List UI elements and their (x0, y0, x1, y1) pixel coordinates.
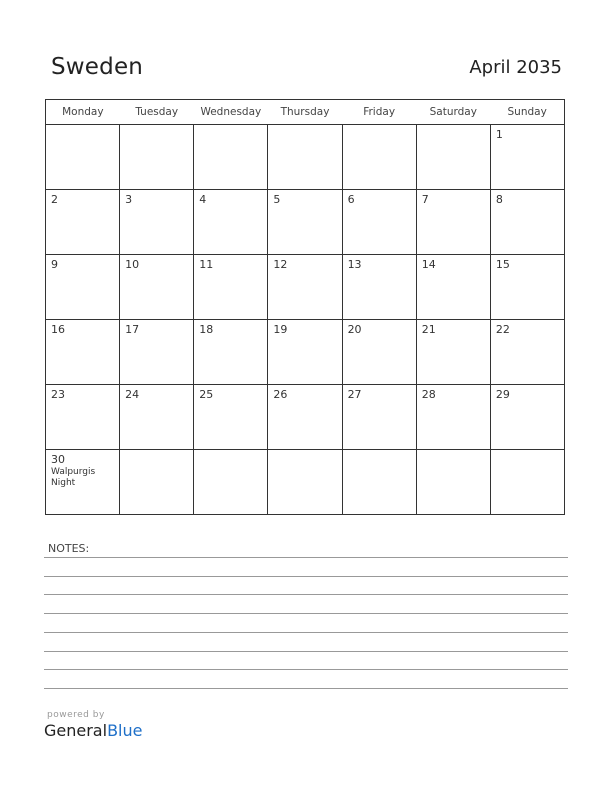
note-line (44, 613, 568, 614)
note-line (44, 594, 568, 595)
day-number: 29 (495, 388, 510, 401)
weekday-header-wednesday: Wednesday (194, 100, 268, 125)
day-number: 1 (495, 128, 503, 141)
calendar-day-cell (120, 255, 194, 320)
day-number: 15 (495, 258, 510, 271)
note-line (44, 632, 568, 633)
brand-logo[interactable] (44, 721, 142, 740)
day-number: 28 (421, 388, 436, 401)
powered-by-text: powered by (47, 710, 105, 720)
brand-general-text: General (44, 721, 108, 740)
calendar-day-cell (46, 125, 120, 190)
day-number: 2 (51, 193, 58, 206)
calendar-day-cell (490, 320, 564, 385)
day-number (46, 125, 119, 128)
calendar-day-cell (490, 385, 564, 450)
calendar-week-row (46, 255, 565, 320)
day-number: 14 (421, 258, 436, 271)
day-number: 8 (495, 193, 503, 206)
day-number (343, 125, 416, 128)
day-number: 5 (273, 193, 281, 206)
calendar-day-cell (194, 125, 268, 190)
day-number: 11 (199, 258, 214, 271)
calendar-week-row (46, 450, 565, 515)
day-number: 7 (421, 193, 429, 206)
day-number (417, 125, 490, 128)
weekday-header-friday: Friday (342, 100, 416, 125)
day-number (491, 450, 564, 453)
weekday-header-monday: Monday (46, 100, 120, 125)
note-line (44, 651, 568, 652)
calendar-week-row (46, 125, 565, 190)
day-number: 26 (273, 388, 288, 401)
notes-label: NOTES: (48, 542, 90, 555)
day-number: 19 (273, 323, 288, 336)
day-number: 4 (199, 193, 207, 206)
day-number: 3 (125, 193, 133, 206)
calendar-day-cell (46, 190, 120, 255)
calendar-week-row (46, 190, 565, 255)
calendar-day-cell (342, 320, 416, 385)
calendar-day-cell (194, 255, 268, 320)
weekday-header-sunday: Sunday (490, 100, 564, 125)
note-line (44, 557, 568, 558)
calendar-day-cell (120, 320, 194, 385)
day-number: 6 (347, 193, 355, 206)
day-number (268, 125, 341, 128)
calendar-day-cell (194, 450, 268, 515)
day-number (268, 450, 341, 453)
calendar-day-cell (194, 385, 268, 450)
day-number: 21 (421, 323, 436, 336)
calendar-grid (45, 99, 565, 515)
calendar-day-cell (342, 255, 416, 320)
calendar-day-cell (268, 190, 342, 255)
calendar-day-cell (416, 125, 490, 190)
day-number: 22 (495, 323, 510, 336)
weekday-header-thursday: Thursday (268, 100, 342, 125)
day-number: 23 (51, 388, 65, 401)
day-number (120, 125, 193, 128)
day-number: 12 (273, 258, 288, 271)
calendar-day-cell (268, 385, 342, 450)
day-number: 16 (51, 323, 65, 336)
day-number: 17 (125, 323, 140, 336)
calendar-day-cell (416, 450, 490, 515)
calendar-day-cell (120, 385, 194, 450)
day-number (194, 450, 267, 453)
calendar-day-cell (46, 320, 120, 385)
calendar-day-cell (120, 450, 194, 515)
country-title: Sweden (51, 54, 144, 80)
weekday-header-saturday: Saturday (416, 100, 490, 125)
note-line (44, 576, 568, 577)
day-number (120, 450, 193, 453)
calendar-week-row (46, 320, 565, 385)
day-number: 27 (347, 388, 362, 401)
day-number: 9 (51, 258, 58, 271)
calendar-day-cell (342, 125, 416, 190)
calendar-day-cell (416, 320, 490, 385)
calendar-day-cell (120, 190, 194, 255)
day-number (343, 450, 416, 453)
day-number: 20 (347, 323, 362, 336)
calendar-day-cell (490, 450, 564, 515)
weekday-header-tuesday: Tuesday (120, 100, 194, 125)
day-number: 13 (347, 258, 362, 271)
weekday-header-row (46, 100, 565, 125)
day-number (194, 125, 267, 128)
calendar-day-cell (268, 125, 342, 190)
calendar-day-cell (342, 450, 416, 515)
month-year-title: April 2035 (469, 57, 562, 78)
day-number: 24 (125, 388, 140, 401)
day-number: 25 (199, 388, 214, 401)
day-number: 10 (125, 258, 140, 271)
calendar-day-cell (416, 190, 490, 255)
calendar-day-cell (194, 320, 268, 385)
calendar-day-cell (46, 385, 120, 450)
calendar-day-cell (268, 450, 342, 515)
calendar-day-cell (268, 320, 342, 385)
day-number: 18 (199, 323, 214, 336)
calendar-day-cell (416, 385, 490, 450)
calendar-day-cell (120, 125, 194, 190)
note-line (44, 669, 568, 670)
calendar-day-cell (490, 255, 564, 320)
calendar-day-cell (342, 190, 416, 255)
calendar-week-row (46, 385, 565, 450)
brand-blue-text: Blue (107, 721, 143, 740)
calendar-day-cell (194, 190, 268, 255)
calendar-day-cell (46, 255, 120, 320)
calendar-day-cell (46, 450, 120, 515)
day-number: 30 (51, 453, 65, 466)
calendar-day-cell (416, 255, 490, 320)
note-line (44, 688, 568, 689)
day-number (417, 450, 490, 453)
calendar-day-cell (342, 385, 416, 450)
holiday-label: Walpurgis Night (51, 467, 96, 488)
calendar-day-cell (268, 255, 342, 320)
calendar-day-cell (490, 190, 564, 255)
calendar-day-cell (490, 125, 564, 190)
